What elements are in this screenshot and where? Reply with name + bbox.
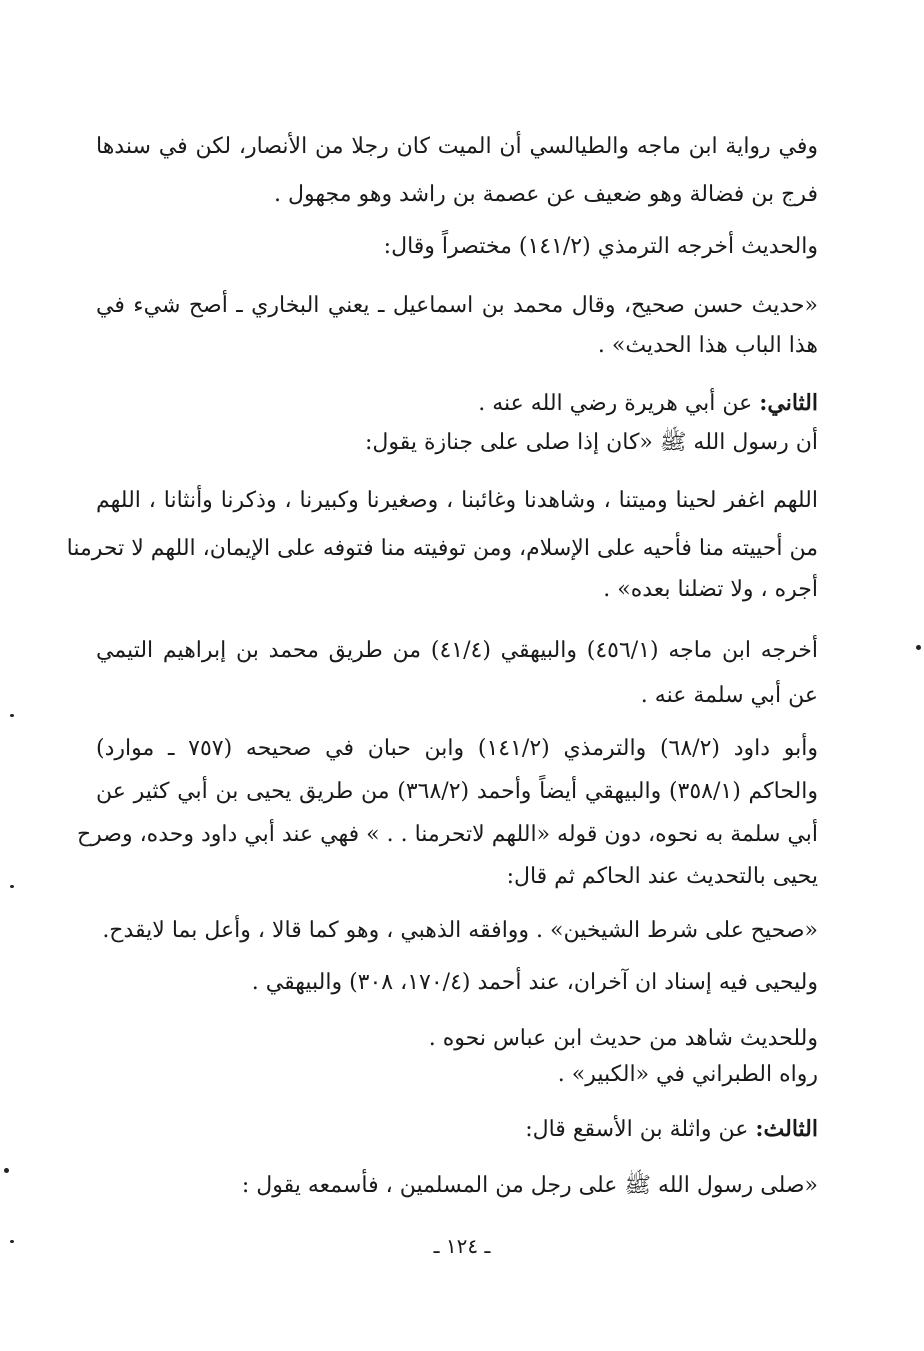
scan-speck <box>916 645 921 650</box>
page-number: ـ ١٢٤ ـ <box>433 1234 491 1258</box>
text-line: أخرجه ابن ماجه (٤٥٦/١) والبيهقي (٤١/٤) من طريق محمد بن إبراهيم التيمي <box>96 638 818 663</box>
text-line: «صلى رسول الله ﷺ على رجل من المسلمين ، فأسمعه يقول : <box>241 1173 818 1198</box>
text-line: «حديث حسن صحيح، وقال محمد بن اسماعيل ـ يعني البخاري ـ أصح شيء في <box>96 293 818 318</box>
scan-speck <box>4 1168 9 1173</box>
text-line: وليحيى فيه إسناد ان آخران، عند أحمد (١٧٠/٤، ٣٠٨) والبيهقي . <box>251 970 818 995</box>
text-line: من أحييته منا فأحيه على الإسلام، ومن توفيته منا فتوفه على الإيمان، اللهم لا تحرمنا <box>66 536 818 561</box>
text-line: وللحديث شاهد من حديث ابن عباس نحوه . <box>428 1026 818 1051</box>
text-line: وفي رواية ابن ماجه والطيالسي أن الميت كان رجلا من الأنصار، لكن في سندها <box>96 134 818 159</box>
text-line: والحاكم (٣٥٨/١) والبيهقي أيضاً وأحمد (٣٦٨/٢) من طريق يحيى بن أبي كثير عن <box>96 779 818 804</box>
scan-speck <box>10 1240 14 1243</box>
text-line: أن رسول الله ﷺ «كان إذا صلى على جنازة يقول: <box>364 430 818 455</box>
scan-speck <box>10 885 14 888</box>
text-line: اللهم اغفر لحينا وميتنا ، وشاهدنا وغائبنا ، وصغيرنا وكبيرنا ، وذكرنا وأنثانا ، اللهم <box>96 488 818 513</box>
text-line: الثاني: عن أبي هريرة رضي الله عنه . <box>478 390 818 416</box>
section-label: الثاني: <box>759 390 818 416</box>
section-label: الثالث: <box>755 1116 818 1142</box>
text-line: يحيى بالتحديث عند الحاكم ثم قال: <box>506 864 818 889</box>
text-line: أبي سلمة به نحوه، دون قوله «اللهم لاتحرمنا . . » فهي عند أبي داود وحده، وصرح <box>76 822 818 847</box>
text-line: «صحيح على شرط الشيخين» . ووافقه الذهبي ، وهو كما قالا ، وأعل بما لايقدح. <box>102 918 818 943</box>
text-line: فرج بن فضالة وهو ضعيف عن عصمة بن راشد وهو مجهول . <box>274 182 818 207</box>
text-line: هذا الباب هذا الحديث» . <box>597 333 818 358</box>
text-line: رواه الطبراني في «الكبير» . <box>557 1062 818 1087</box>
text-line: عن أبي سلمة عنه . <box>640 683 818 708</box>
text-line: والحديث أخرجه الترمذي (١٤١/٢) مختصراً وقال: <box>383 234 818 259</box>
scan-speck <box>10 714 14 717</box>
text-line: أجره ، ولا تضلنا بعده» . <box>603 577 818 602</box>
text-line: وأبو داود (٦٨/٢) والترمذي (١٤١/٢) وابن حبان في صحيحه (٧٥٧ ـ موارد) <box>96 736 819 761</box>
text-line: الثالث: عن واثلة بن الأسقع قال: <box>525 1116 818 1142</box>
